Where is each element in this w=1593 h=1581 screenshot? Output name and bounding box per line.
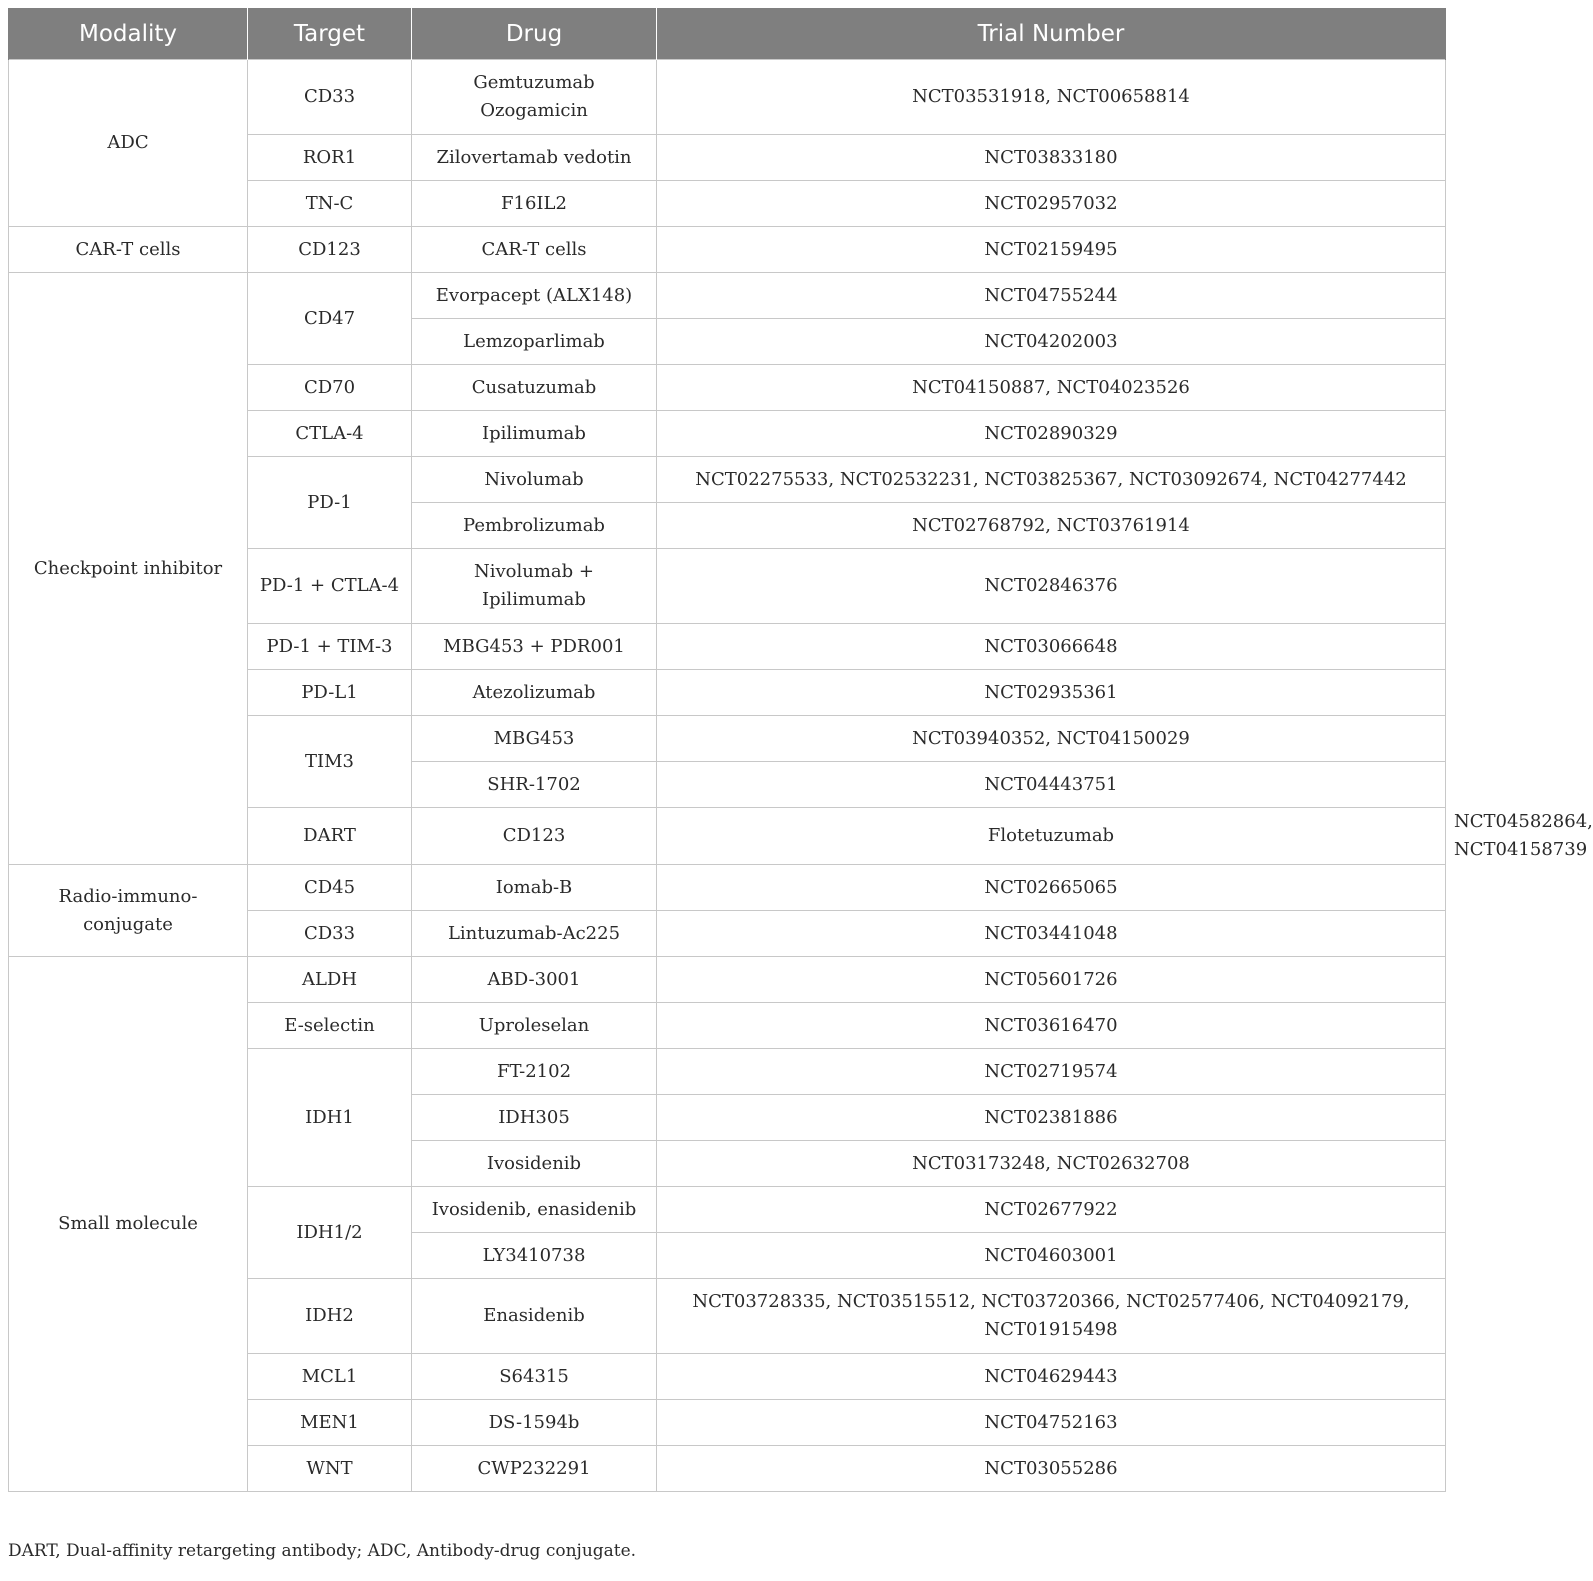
cell-target: CD45	[248, 865, 412, 911]
cell-trial-number: NCT04603001	[657, 1233, 1446, 1279]
cell-target: WNT	[248, 1446, 412, 1492]
cell-target: CD70	[248, 365, 412, 411]
trials-table	[8, 8, 1593, 1492]
cell-drug: MBG453	[412, 716, 657, 762]
cell-drug: Flotetuzumab	[657, 808, 1446, 865]
header-target: Target	[248, 8, 412, 60]
cell-modality: Small molecule	[9, 957, 248, 1492]
cell-target: IDH1/2	[248, 1187, 412, 1279]
table-row: DART CD123 Flotetuzumab NCT04582864, NCT04158739	[9, 808, 1446, 865]
cell-target: CD33	[248, 911, 412, 957]
cell-target: E-selectin	[248, 1003, 412, 1049]
cell-drug: DS-1594b	[412, 1400, 657, 1446]
cell-target: IDH2	[248, 1279, 412, 1354]
cell-target: IDH1	[248, 1049, 412, 1187]
table-body	[9, 60, 1593, 1492]
cell-trial-number: NCT04202003	[657, 319, 1446, 365]
cell-trial-number: NCT03055286	[657, 1446, 1446, 1492]
cell-target: CD47	[248, 273, 412, 365]
cell-trial-number: NCT02677922	[657, 1187, 1446, 1233]
cell-drug: MBG453 + PDR001	[412, 624, 657, 670]
cell-trial-number: NCT02957032	[657, 181, 1446, 227]
cell-trial-number: NCT04755244	[657, 273, 1446, 319]
cell-drug: Nivolumab	[412, 457, 657, 503]
table-row	[9, 865, 1446, 911]
cell-trial-number: NCT03833180	[657, 135, 1446, 181]
cell-trial-number: NCT04629443	[657, 1354, 1446, 1400]
cell-drug: Uproleselan	[412, 1003, 657, 1049]
table-row	[9, 273, 1446, 319]
table-row	[9, 227, 1446, 273]
cell-drug: Ipilimumab	[412, 411, 657, 457]
cell-target: MCL1	[248, 1354, 412, 1400]
cell-drug: Pembrolizumab	[412, 503, 657, 549]
cell-target: CD123	[248, 227, 412, 273]
header-modality: Modality	[9, 8, 248, 60]
cell-drug: Lintuzumab-Ac225	[412, 911, 657, 957]
cell-target: CTLA-4	[248, 411, 412, 457]
cell-trial-number: NCT03173248, NCT02632708	[657, 1141, 1446, 1187]
cell-drug: Iomab-B	[412, 865, 657, 911]
cell-modality: ADC	[9, 60, 248, 227]
cell-trial-number: NCT04150887, NCT04023526	[657, 365, 1446, 411]
cell-trial-number: NCT02890329	[657, 411, 1446, 457]
cell-target: PD-1 + CTLA-4	[248, 549, 412, 624]
cell-drug: Atezolizumab	[412, 670, 657, 716]
cell-drug: Gemtuzumab Ozogamicin	[412, 60, 657, 135]
cell-target: ALDH	[248, 957, 412, 1003]
cell-target: PD-L1	[248, 670, 412, 716]
table-row	[9, 957, 1446, 1003]
cell-drug: Ivosidenib	[412, 1141, 657, 1187]
cell-target: PD-1 + TIM-3	[248, 624, 412, 670]
cell-drug: Ivosidenib, enasidenib	[412, 1187, 657, 1233]
cell-target: PD-1	[248, 457, 412, 549]
cell-trial-number: NCT02159495	[657, 227, 1446, 273]
cell-drug: IDH305	[412, 1095, 657, 1141]
cell-trial-number: NCT05601726	[657, 957, 1446, 1003]
cell-trial-number: NCT04752163	[657, 1400, 1446, 1446]
cell-drug: Lemzoparlimab	[412, 319, 657, 365]
cell-drug: Cusatuzumab	[412, 365, 657, 411]
cell-trial-number: NCT02665065	[657, 865, 1446, 911]
cell-drug: CAR-T cells	[412, 227, 657, 273]
cell-target: TN-C	[248, 181, 412, 227]
header-row	[9, 8, 1446, 60]
cell-trial-number: NCT03441048	[657, 911, 1446, 957]
cell-trial-number: NCT02275533, NCT02532231, NCT03825367, NCT03092674, NCT04277442	[657, 457, 1446, 503]
cell-modality: DART	[248, 808, 412, 865]
cell-trial-number: NCT02719574	[657, 1049, 1446, 1095]
cell-trial-number: NCT03940352, NCT04150029	[657, 716, 1446, 762]
cell-modality: CAR-T cells	[9, 227, 248, 273]
table-row	[9, 60, 1446, 135]
cell-target: TIM3	[248, 716, 412, 808]
cell-drug: SHR-1702	[412, 762, 657, 808]
cell-target: ROR1	[248, 135, 412, 181]
cell-trial-number: NCT03728335, NCT03515512, NCT03720366, NCT02577406, NCT04092179, NCT01915498	[657, 1279, 1446, 1354]
cell-trial-number: NCT03616470	[657, 1003, 1446, 1049]
cell-trial-number: NCT03066648	[657, 624, 1446, 670]
cell-target: MEN1	[248, 1400, 412, 1446]
table-footnote: DART, Dual-affinity retargeting antibody; ADC, Antibody-drug conjugate.	[8, 1541, 637, 1561]
cell-drug: LY3410738	[412, 1233, 657, 1279]
cell-drug: F16IL2	[412, 181, 657, 227]
header-drug: Drug	[412, 8, 657, 60]
header-trial-number: Trial Number	[657, 8, 1446, 60]
cell-modality: Radio-immuno-conjugate	[9, 865, 248, 957]
cell-trial-number: NCT02381886	[657, 1095, 1446, 1141]
cell-drug: Enasidenib	[412, 1279, 657, 1354]
cell-drug: CWP232291	[412, 1446, 657, 1492]
cell-drug: Zilovertamab vedotin	[412, 135, 657, 181]
cell-trial-number: NCT02846376	[657, 549, 1446, 624]
cell-trial-number: NCT04443751	[657, 762, 1446, 808]
cell-drug: Nivolumab + Ipilimumab	[412, 549, 657, 624]
cell-trial-number: NCT02935361	[657, 670, 1446, 716]
cell-trial-number: NCT02768792, NCT03761914	[657, 503, 1446, 549]
cell-drug: ABD-3001	[412, 957, 657, 1003]
cell-target: CD33	[248, 60, 412, 135]
cell-target: CD123	[412, 808, 657, 865]
cell-modality: Checkpoint inhibitor	[9, 273, 248, 865]
cell-drug: S64315	[412, 1354, 657, 1400]
cell-drug: FT-2102	[412, 1049, 657, 1095]
cell-drug: Evorpacept (ALX148)	[412, 273, 657, 319]
cell-trial-number: NCT03531918, NCT00658814	[657, 60, 1446, 135]
